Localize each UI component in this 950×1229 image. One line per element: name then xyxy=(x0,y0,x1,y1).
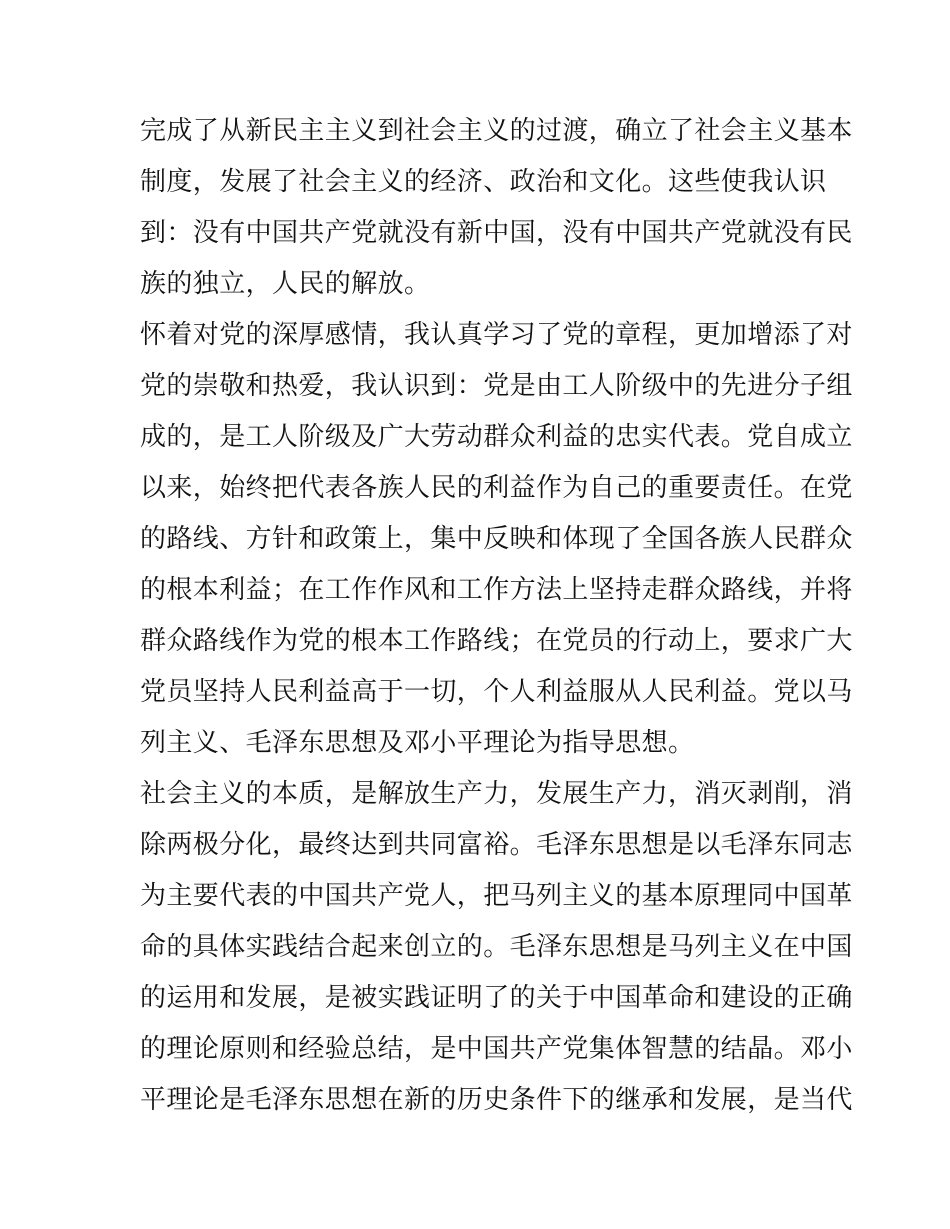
text-line: 命的具体实践结合起来创立的。毛泽东思想是马列主义在中国 xyxy=(140,932,853,962)
text-line: 的路线、方针和政策上，集中反映和体现了全国各族人民群众 xyxy=(140,524,853,554)
text-line: 成的，是工人阶级及广大劳动群众利益的忠实代表。党自成立 xyxy=(140,422,853,452)
text-line: 的运用和发展，是被实践证明了的关于中国革命和建设的正确 xyxy=(140,983,853,1013)
text-line: 族的独立，人民的解放。 xyxy=(140,269,431,299)
text-line: 除两极分化，最终达到共同富裕。毛泽东思想是以毛泽东同志 xyxy=(140,830,853,860)
text-line: 完成了从新民主主义到社会主义的过渡，确立了社会主义基本 xyxy=(140,116,853,146)
text-line: 群众路线作为党的根本工作路线；在党员的行动上，要求广大 xyxy=(140,626,853,656)
text-line: 制度，发展了社会主义的经济、政治和文化。这些使我认识 xyxy=(140,167,827,197)
text-line: 到：没有中国共产党就没有新中国，没有中国共产党就没有民 xyxy=(140,218,853,248)
text-line: 党的崇敬和热爱，我认识到：党是由工人阶级中的先进分子组 xyxy=(140,371,853,401)
text-line: 党员坚持人民利益高于一切，个人利益服从人民利益。党以马 xyxy=(140,677,853,707)
text-line: 的理论原则和经验总结，是中国共产党集体智慧的结晶。邓小 xyxy=(140,1034,853,1064)
text-line: 平理论是毛泽东思想在新的历史条件下的继承和发展，是当代 xyxy=(140,1085,853,1115)
text-line: 列主义、毛泽东思想及邓小平理论为指导思想。 xyxy=(140,728,695,758)
text-line: 以来，始终把代表各族人民的利益作为自己的重要责任。在党 xyxy=(140,473,853,503)
text-line: 的根本利益；在工作作风和工作方法上坚持走群众路线，并将 xyxy=(140,575,853,605)
text-line: 社会主义的本质，是解放生产力，发展生产力，消灭剥削，消 xyxy=(140,779,853,809)
document-body xyxy=(140,106,853,1126)
text-line: 为主要代表的中国共产党人，把马列主义的基本原理同中国革 xyxy=(140,881,853,911)
text-line: 怀着对党的深厚感情，我认真学习了党的章程，更加增添了对 xyxy=(140,320,853,350)
